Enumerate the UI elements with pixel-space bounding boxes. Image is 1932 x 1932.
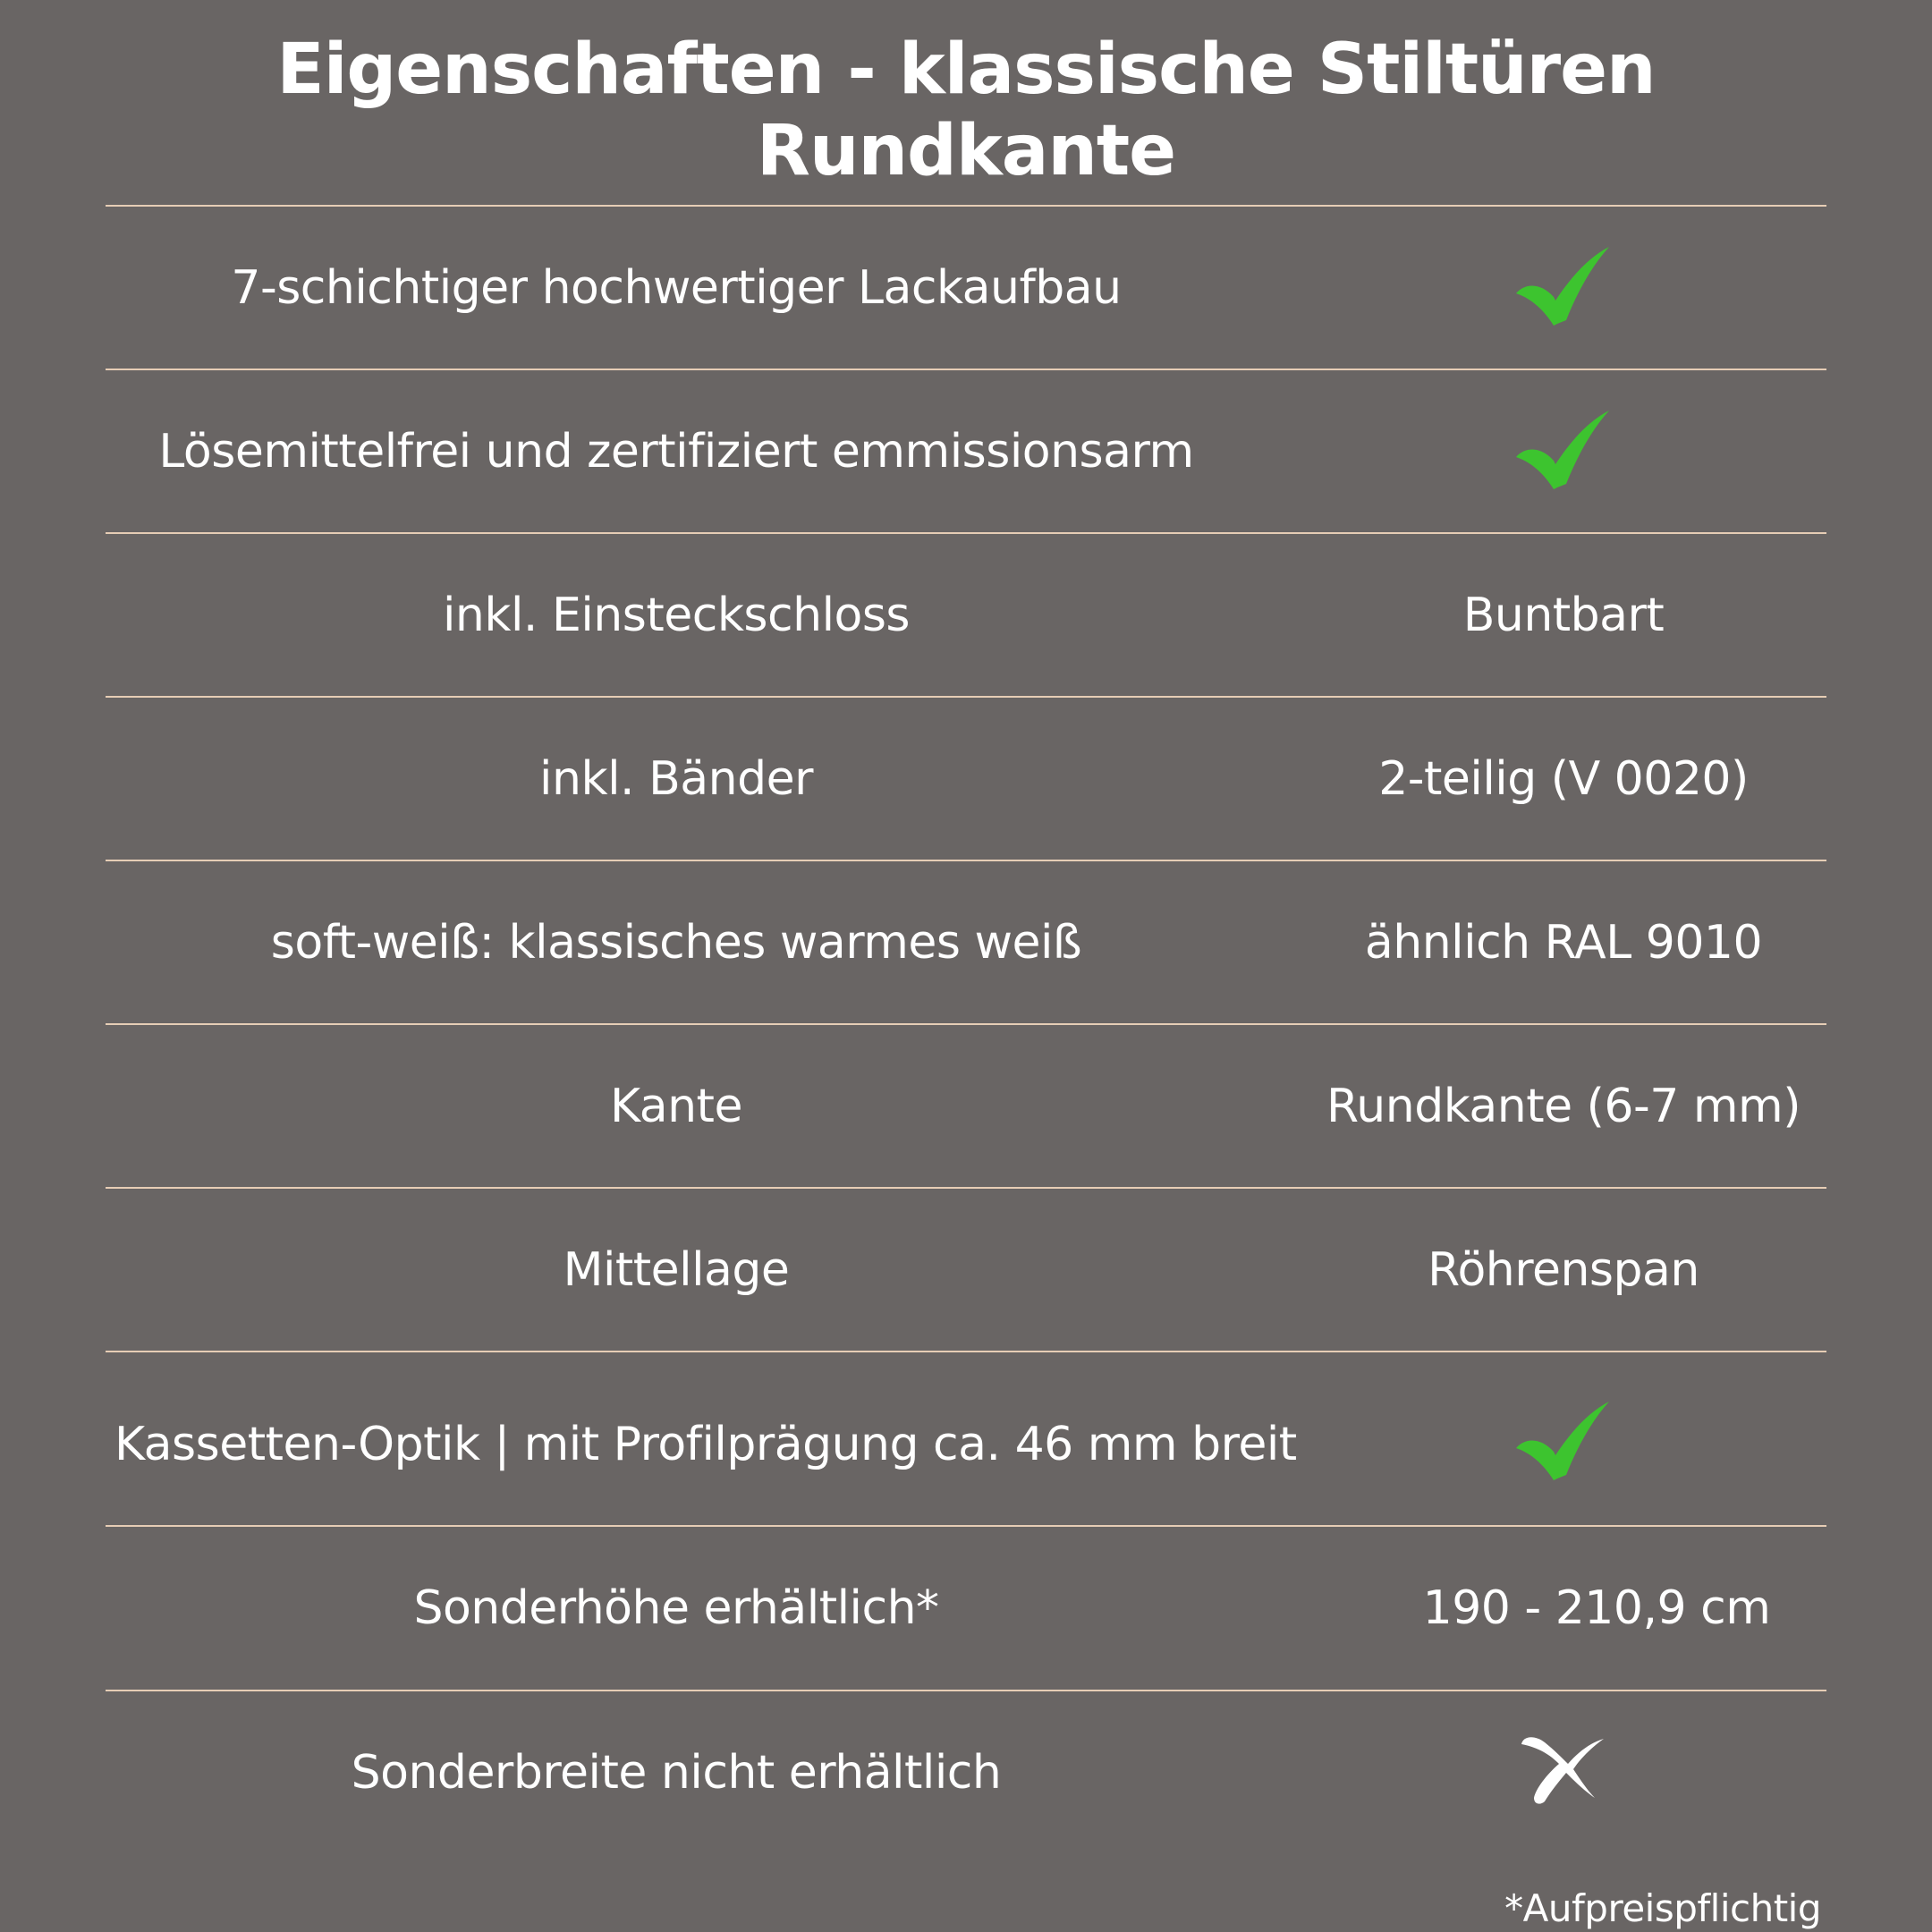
row-label: Sonderbreite nicht erhältlich bbox=[351, 1746, 1002, 1800]
check-icon bbox=[1514, 407, 1613, 496]
divider bbox=[106, 1023, 1826, 1025]
row-label: 7-schichtiger hochwertiger Lackaufbau bbox=[231, 261, 1122, 315]
row-value: 2-teilig (V 0020) bbox=[1378, 752, 1749, 806]
divider bbox=[106, 696, 1826, 698]
divider bbox=[106, 1525, 1826, 1527]
row-value: Röhrenspan bbox=[1428, 1243, 1699, 1297]
footnote: *Aufpreispflichtig bbox=[1504, 1886, 1821, 1930]
row-value: 190 - 210,9 cm bbox=[1422, 1581, 1771, 1635]
row-value: Rundkante (6-7 mm) bbox=[1326, 1080, 1801, 1133]
row-label: Kassetten-Optik | mit Profilprägung ca. 46 mm breit bbox=[114, 1418, 1297, 1471]
cross-icon bbox=[1514, 1724, 1604, 1805]
row-label: Mittellage bbox=[563, 1243, 790, 1297]
row-label: Kante bbox=[610, 1080, 742, 1133]
row-label: Sonderhöhe erhältlich* bbox=[413, 1581, 939, 1635]
title-line-1: Eigenschaften - klassische Stiltüren bbox=[276, 30, 1656, 110]
divider bbox=[106, 860, 1826, 861]
divider bbox=[106, 1351, 1826, 1352]
row-label: soft-weiß: klassisches warmes weiß bbox=[270, 916, 1082, 970]
divider bbox=[106, 1690, 1826, 1691]
row-label: Lösemittelfrei und zertifiziert emmissionsarm bbox=[158, 425, 1194, 479]
divider bbox=[106, 532, 1826, 534]
check-icon bbox=[1514, 243, 1613, 333]
check-icon bbox=[1514, 1398, 1613, 1487]
divider bbox=[106, 205, 1826, 207]
row-value: ähnlich RAL 9010 bbox=[1364, 916, 1763, 970]
title-line-2: Rundkante bbox=[756, 111, 1176, 191]
divider bbox=[106, 369, 1826, 370]
divider bbox=[106, 1187, 1826, 1189]
row-value: Buntbart bbox=[1462, 589, 1665, 642]
row-label: inkl. Bänder bbox=[539, 752, 813, 806]
row-label: inkl. Einsteckschloss bbox=[442, 589, 911, 642]
